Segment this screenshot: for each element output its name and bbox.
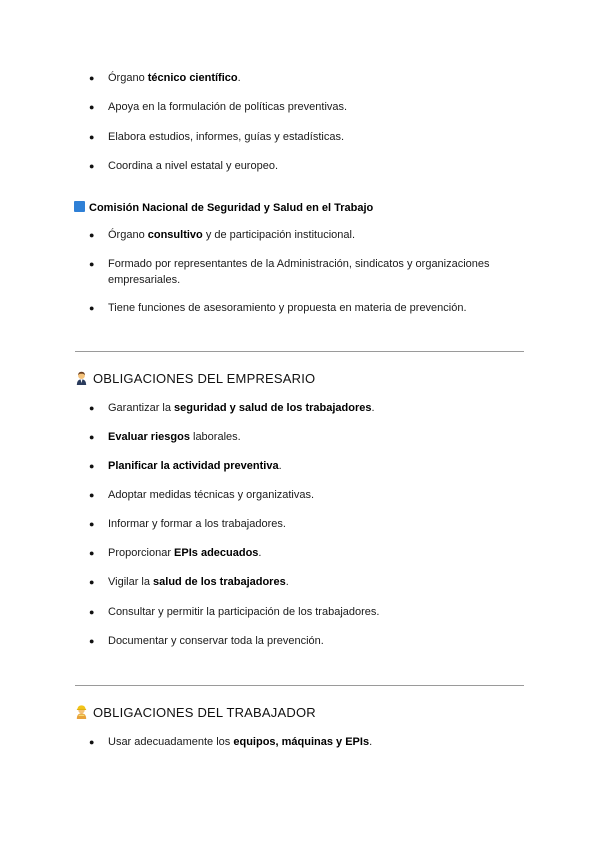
comision-title: Comisión Nacional de Seguridad y Salud en el Trabajo (89, 202, 374, 214)
bullet-icon: ● (89, 259, 95, 269)
item-text-end: . (278, 460, 282, 472)
list-item (89, 458, 504, 474)
list-item (89, 516, 504, 532)
bullet-icon: ● (89, 461, 95, 471)
bullet-icon: ● (89, 432, 95, 442)
item-text: Consultar y permitir la participación de los trabajadores. (108, 606, 380, 618)
item-bold: Evaluar riesgos (108, 431, 190, 443)
item-text: Informar y formar a los trabajadores. (108, 518, 286, 530)
item-text: Vigilar la (108, 576, 154, 588)
item-text-end: . (237, 72, 241, 84)
item-text: Apoya en la formulación de políticas preventivas. (108, 101, 348, 113)
item-text: Órgano (108, 229, 148, 241)
bullet-icon: ● (89, 490, 95, 500)
item-bold: EPIs adecuados (174, 547, 259, 559)
bullet-icon: ● (89, 519, 95, 529)
bullet-icon: ● (89, 73, 95, 83)
list-item (89, 487, 504, 503)
bullet-icon: ● (89, 303, 95, 313)
section-divider (75, 351, 524, 352)
empresario-title: OBLIGACIONES DEL EMPRESARIO (93, 371, 316, 386)
list-item (89, 129, 504, 145)
list-item (89, 227, 504, 243)
item-text-end: . (371, 402, 375, 414)
list-item (89, 545, 504, 561)
section-divider (75, 685, 524, 686)
item-text: Garantizar la (108, 402, 175, 414)
item-text: Usar adecuadamente los (108, 736, 234, 748)
item-text-end: laborales. (189, 431, 241, 443)
item-bold: salud de los trabajadores (153, 576, 286, 588)
list-item (89, 429, 504, 445)
bullet-icon: ● (89, 102, 95, 112)
list-item (89, 256, 504, 288)
item-text: Tiene funciones de asesoramiento y propuesta en materia de prevención. (108, 302, 467, 314)
item-text-end: . (369, 736, 373, 748)
list-item (89, 300, 504, 316)
item-bold: técnico científico (147, 72, 238, 84)
item-text: Formado por representantes de la Administración, sindicatos y organizaciones empresariales. (108, 258, 490, 286)
item-bold: Planificar la actividad preventiva (108, 460, 279, 472)
item-text: Órgano (108, 72, 148, 84)
item-bold: seguridad y salud de los trabajadores (174, 402, 372, 414)
list-item (89, 99, 504, 115)
bullet-icon: ● (89, 636, 95, 646)
businessman-icon (74, 370, 89, 385)
item-text-end: y de participación institucional. (202, 229, 356, 241)
item-bold: equipos, máquinas y EPIs (233, 736, 370, 748)
list-item (89, 574, 504, 590)
bullet-icon: ● (89, 230, 95, 240)
item-text: Elabora estudios, informes, guías y estadísticas. (108, 131, 345, 143)
bullet-icon: ● (89, 607, 95, 617)
item-text-end: . (285, 576, 289, 588)
item-text: Proporcionar (108, 547, 175, 559)
item-bold: consultivo (147, 229, 203, 241)
list-item (89, 734, 504, 750)
trabajador-heading (74, 704, 316, 722)
bullet-icon: ● (89, 577, 95, 587)
list-item (89, 158, 504, 174)
bullet-icon: ● (89, 161, 95, 171)
comision-heading (74, 200, 373, 216)
item-text-end: . (258, 547, 262, 559)
trabajador-title: OBLIGACIONES DEL TRABAJADOR (93, 705, 316, 720)
bullet-icon: ● (89, 403, 95, 413)
item-text: Coordina a nivel estatal y europeo. (108, 160, 278, 172)
list-item (89, 604, 504, 620)
list-item (89, 70, 504, 86)
bullet-icon: ● (89, 737, 95, 747)
item-text: Documentar y conservar toda la prevención. (108, 635, 324, 647)
item-text: Adoptar medidas técnicas y organizativas. (108, 489, 315, 501)
empresario-heading (74, 370, 315, 388)
list-item (89, 633, 504, 649)
bullet-icon: ● (89, 132, 95, 142)
list-item (89, 400, 504, 416)
construction-worker-icon (74, 704, 89, 719)
blue-square-icon (74, 201, 85, 212)
bullet-icon: ● (89, 548, 95, 558)
